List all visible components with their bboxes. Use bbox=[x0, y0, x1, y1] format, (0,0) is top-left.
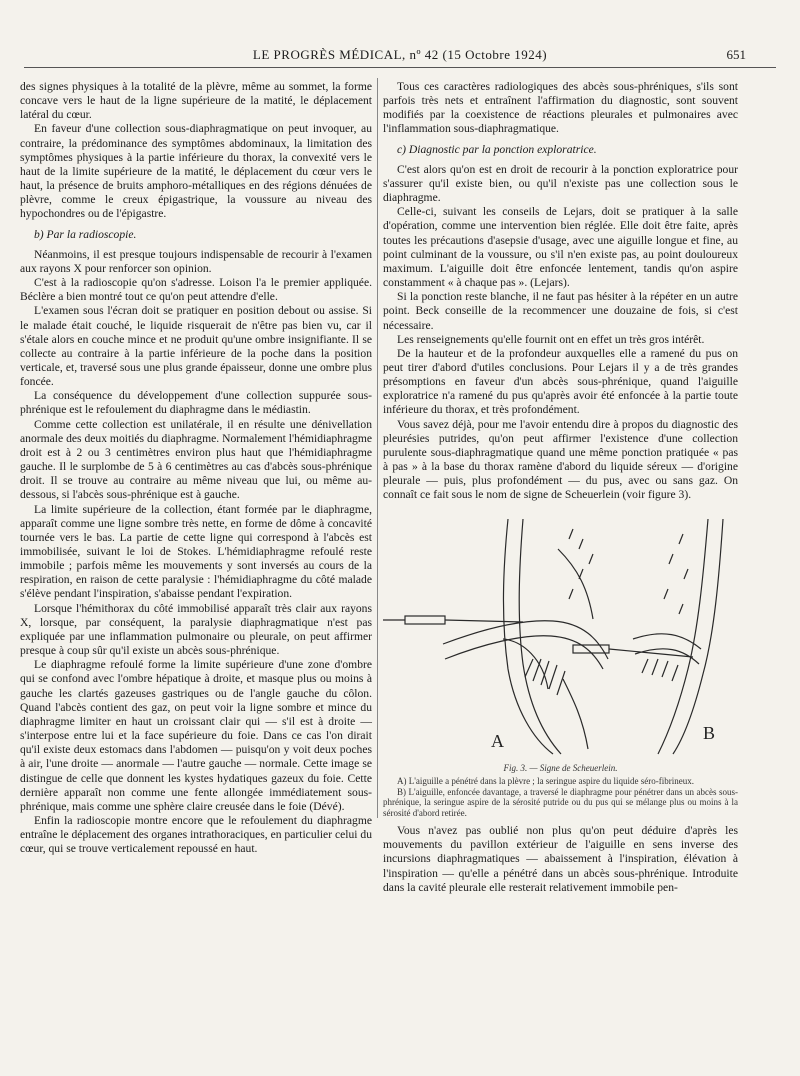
scheuerlein-illustration bbox=[383, 509, 738, 761]
paragraph: Vous savez déjà, pour me l'avoir entendu dire à propos du diagnostic des pleurésies putrides, qu'on peut affirmer l'existence d'une collection purulente sous-diaphragmatique quand une même ponction pratiquée « pas à pas » à la base du thorax ramène d'abord du liquide séreux — d'origine pleurale — puis, plus profondément — du pus, avec ou sans gaz. On connaît ce fait sous le nom de signe de Scheuerlein (voir figure 3). bbox=[383, 417, 738, 502]
paragraph: Si la ponction reste blanche, il ne faut pas hésiter à la répéter en un autre point. Beck conseille de la recommencer une douzaine de fois, si c'est nécessaire. bbox=[383, 290, 738, 332]
caption-title: Fig. 3. — Signe de Scheuerlein. bbox=[503, 762, 618, 773]
caption-a: A) L'aiguille a pénétré dans la plèvre ; la seringue aspire du liquide séro-fibrineux. bbox=[397, 776, 695, 787]
paragraph: des signes physiques à la totalité de la plèvre, même au sommet, la forme concave vers le haut de la ligne supérieure de la matité, le déplacement latéral du cœur. bbox=[20, 80, 372, 122]
figure-3 bbox=[383, 509, 738, 761]
section-heading-b: b) Par la radioscopie. bbox=[34, 227, 137, 241]
paragraph: L'examen sous l'écran doit se pratiquer en position debout ou assise. Si le malade était couché, le liquide risquerait de n'être pas bien vu, car il s'étale alors en couche mince et ne produit qu'une ombre insignifiante. Il se collecte au contraire à la partie inférieure de la poche dans la position verticale, et, traversé sous une plus grande épaisseur, donne une ombre plus foncée. bbox=[20, 304, 372, 389]
paragraph: La conséquence du développement d'une collection suppurée sous-phrénique est le refoulement du diaphragme dans le médiastin. bbox=[20, 389, 372, 417]
figure-caption bbox=[383, 763, 738, 819]
right-column bbox=[383, 80, 738, 895]
paragraph: De la hauteur et de la profondeur auxquelles elle a ramené du pus on peut tirer d'abord d'utiles conclusions. Pour Lejars il y a de très grandes présomptions en faveur d'un abcès sous-phrénique, quand l'aiguille exploratrice n'a ramené du pus qu'après avoir été enfoncée à la partie toute inférieure du thorax, et très profondément. bbox=[383, 346, 738, 417]
paragraph: Néanmoins, il est presque toujours indispensable de recourir à l'examen aux rayons X pour renforcer son opinion. bbox=[20, 247, 372, 275]
journal-title: LE PROGRÈS MÉDICAL, nº 42 (15 Octobre 1924) bbox=[252, 47, 548, 62]
paragraph: C'est alors qu'on est en droit de recourir à la ponction exploratrice pour s'assurer qu'il existe bien, ou qu'il n'existe pas une collection sous le diaphragme. bbox=[383, 162, 738, 205]
paragraph: Vous n'avez pas oublié non plus qu'on peut déduire d'après les mouvements du pavillon extérieur de l'aiguille en sens inverse des incursions diaphragmatiques — abaissement à l'inspiration, élévation à l'inspiration — qu'elle a pénétré dans un abcès sous-phrénique. Introduite dans la cavité pleurale elle resterait relativement immobile pen- bbox=[383, 824, 738, 894]
page-number: 651 bbox=[726, 47, 746, 62]
diaphragm-b bbox=[633, 633, 701, 648]
chest-wall-b bbox=[658, 519, 708, 754]
paragraph: Le diaphragme refoulé forme la limite supérieure d'une zone d'ombre qui se confond avec l'ombre hépatique à droite, et masque plus ou moins à gauche les clartés gazeuses gastriques ou de l'angle gauche du côlon. Quand l'abcès contient des gaz, on peut voir la ligne sombre et mince du diaphragme limiter en haut un croissant clair qui — s'il est à droite — s'interpose entre lui et la face supérieure du foie. Dans ce cas l'on dirait qu'il existe deux estomacs dans l'abdomen — puisqu'on y voit deux poches à air, l'une droite — anormale — l'autre gauche — normale. Cette image se distingue de celle que donnent les kystes hydatiques gazeux du foie. Cette dernière apparaît non comme une fente allongée immédiatement sous-phrénique, mais comme une sphère claire creusée dans le foie (Dévé). bbox=[20, 658, 372, 813]
paragraph: C'est à la radioscopie qu'on s'adresse. Loison l'a le premier appliquée. Béclère a bien montré tout ce qu'on peut attendre d'elle. bbox=[20, 276, 372, 304]
label-b: B bbox=[703, 722, 716, 743]
running-header bbox=[24, 47, 776, 68]
syringe-a bbox=[405, 616, 445, 624]
paragraph: Lorsque l'hémithorax du côté immobilisé apparaît très clair aux rayons X, lorsque, par conséquent, la paralysie diaphragmatique n'est pas expliquée par une inflammation pulmonaire ou pleurale, on peut affirmer presque à coup sûr qu'il existe un abcès sous-phrénique. bbox=[20, 601, 372, 658]
needle-a bbox=[445, 620, 523, 622]
paragraph: Comme cette collection est unilatérale, il en résulte une dénivellation anormale des deux moitiés du diaphragme. Normalement l'hémidiaphragme droit est à 2 ou 3 centimètres environ plus haut que l'hémidiaphragme gauche. Il le surplombe de 5 à 6 centimètres au cas d'abcès sous-phrénique droit. Il se trouve au contraire au même niveau que lui, ou même au-dessous, si l'abcès sous-phrénique est à gauche. bbox=[20, 417, 372, 502]
paragraph: Enfin la radioscopie montre encore que le refoulement du diaphragme entraîne le déplacement des organes intrathoraciques, en particulier celui du cœur, qui se trouve verticalement repoussé en haut. bbox=[20, 813, 372, 856]
paragraph: Les renseignements qu'elle fournit ont en effet un très gros intérêt. bbox=[397, 332, 705, 346]
section-heading-c: c) Diagnostic par la ponction exploratrice. bbox=[397, 142, 597, 156]
label-a: A bbox=[491, 730, 504, 751]
column-divider bbox=[377, 78, 378, 818]
paragraph: La limite supérieure de la collection, étant formée par le diaphragme, apparaît comme une ligne sombre très nette, en forme de dôme à concavité tournée vers le bas. La partie de cette ligne qui correspond à l'abcès est immobilisée, suivant le loi de Stokes. L'hémidiaphragme refoulé reste immobile ; parfois même les mouvements y sont inversés au cours de la respiration, en raison de cette paralysie : l'hémidiaphragme du côté malade s'élève pendant l'inspiration, s'abaisse pendant l'expiration. bbox=[20, 502, 372, 601]
paragraph: Celle-ci, suivant les conseils de Lejars, doit se pratiquer à la salle d'opération, comme une intervention bien réglée. Elle doit être faite, après toutes les précautions d'asepsie d'usage, avec une aiguille longue et fine, au point culminant de la voussure, ou s'il n'en existe pas, au point douloureux maximum. L'aiguille doit être enfoncée lentement, tandis qu'on aspire constamment « à chaque pas ». (Lejars). bbox=[383, 205, 738, 290]
paragraph: Tous ces caractères radiologiques des abcès sous-phréniques, s'ils sont parfois très nets et entraînent l'affirmation du diagnostic, sont souvent modifiés par la coexistence de réactions pleurales et pulmonaires avec l'inflammation sous-diaphragmatique. bbox=[383, 80, 738, 136]
paragraph: En faveur d'une collection sous-diaphragmatique on peut invoquer, au contraire, la prédominance des symptômes abdominaux, la limitation des symptômes physiques à la partie inférieure du thorax, la convexité vers le haut de la limite supérieure de la matité, le déplacement du cœur vers le haut, la présence de bruits amphoro-métalliques en des régions dénuées de plèvre, comme le creux épigastrique, la voussure au niveau des hypochondres ou de l'épigastre. bbox=[20, 122, 372, 221]
left-column bbox=[20, 80, 372, 856]
caption-b: B) L'aiguille, enfoncée davantage, a traversé le diaphragme pour pénétrer dans un abcès sous-phrénique, la seringue aspire de la sérosité putride ou du pus qui se mélange plus ou moins à la sérosité d'abord retirée. bbox=[383, 786, 738, 818]
